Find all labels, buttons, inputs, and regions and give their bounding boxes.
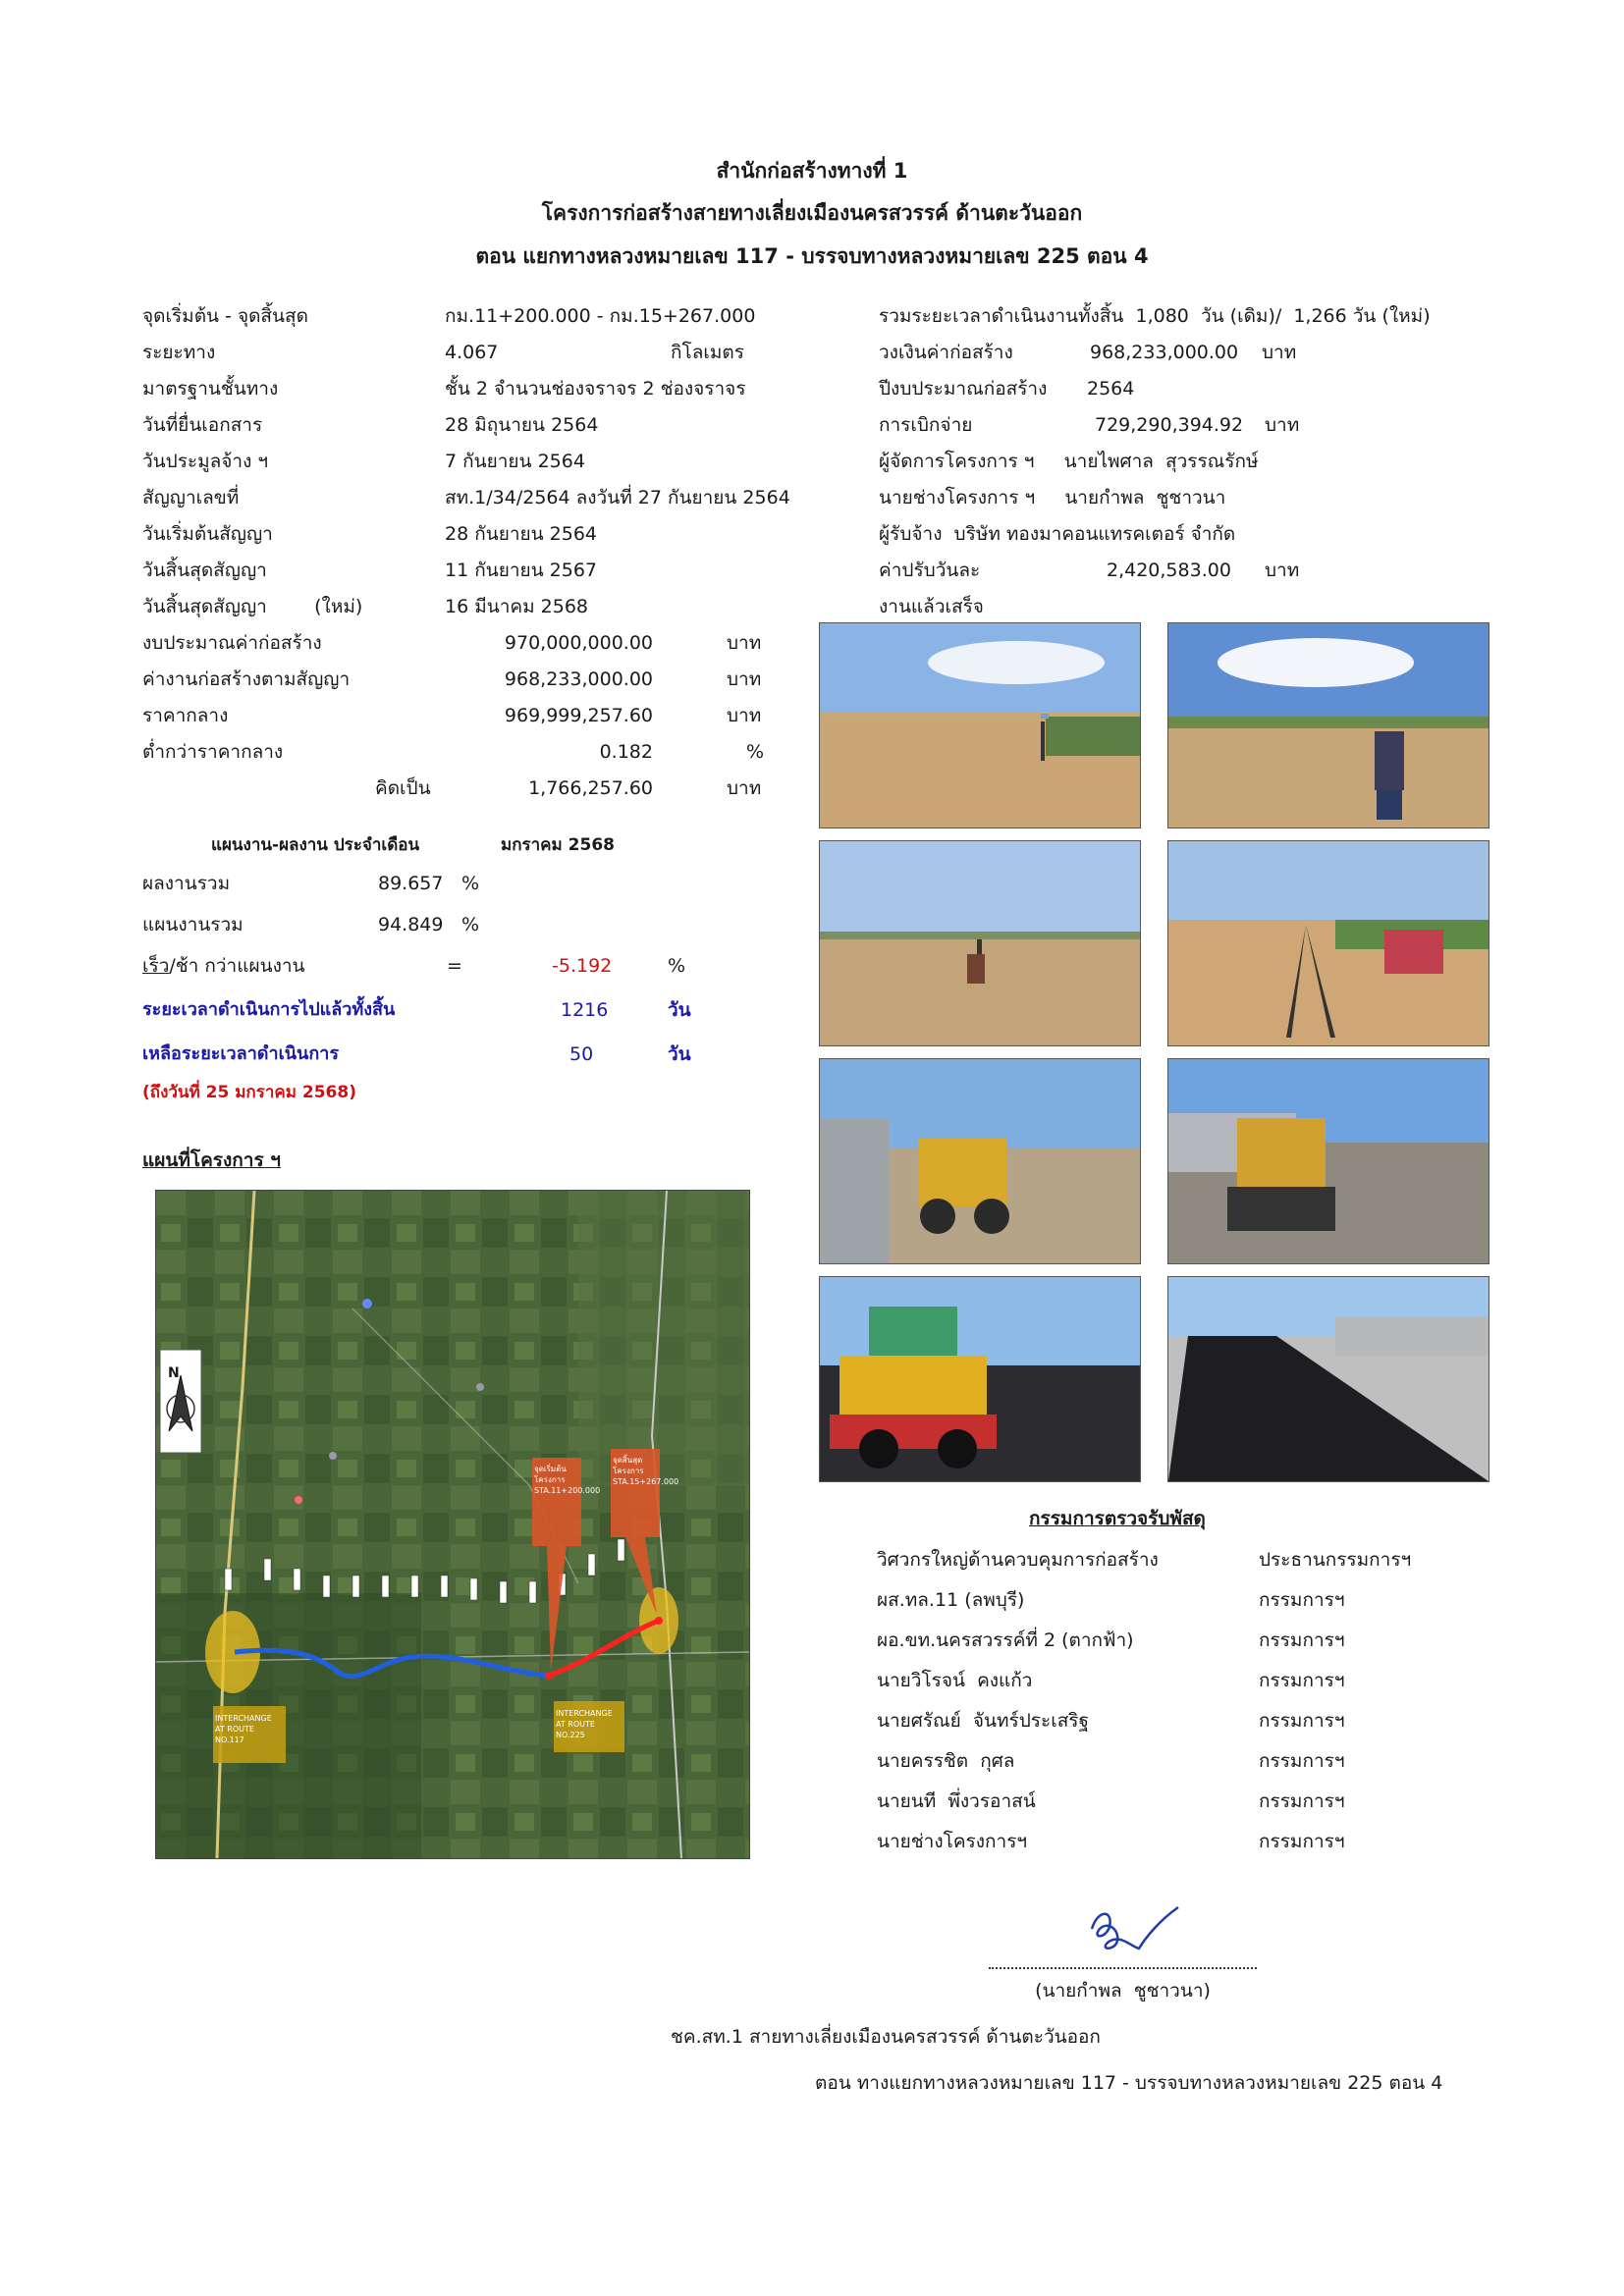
interchange-117-label: INTERCHANGE AT ROUTE NO.117 <box>215 1714 272 1744</box>
interchange-225-label: INTERCHANGE AT ROUTE NO.225 <box>556 1709 613 1739</box>
photo-image <box>820 623 1140 828</box>
budget-unit: บาท <box>727 705 762 726</box>
info-label: วันสิ้นสุดสัญญา (ใหม่) <box>142 596 363 617</box>
site-photo <box>819 622 1141 828</box>
site-photo <box>819 840 1141 1046</box>
site-photo <box>1167 1058 1489 1264</box>
committee-role: กรรมการฯ <box>1259 1790 1345 1812</box>
fine-unit: บาท <box>1265 560 1300 581</box>
committee-member: นายช่างโครงการฯ <box>877 1831 1028 1852</box>
header-line-2: โครงการก่อสร้างสายทางเลี่ยงเมืองนครสวรรค์ ด้านตะวันออก <box>541 201 1083 225</box>
elapsed-value: 1216 <box>561 999 609 1021</box>
budget-value: 970,000,000.00 <box>504 632 653 654</box>
as-of-date: (ถึงวันที่ 25 มกราคม 2568) <box>142 1083 356 1102</box>
committee-member: วิศวกรใหญ่ด้านควบคุมการก่อสร้าง <box>877 1549 1159 1571</box>
budget-unit: บาท <box>727 668 762 690</box>
contract-label: วงเงินค่าก่อสร้าง <box>879 342 1013 363</box>
elapsed-unit: วัน <box>668 999 691 1021</box>
end-callout: จุดสิ้นสุดโครงการ STA.15+267.000 <box>613 1456 679 1486</box>
site-photo <box>1167 1276 1489 1482</box>
project-map <box>155 1190 750 1859</box>
plan-value: 94.849 <box>378 914 444 935</box>
info-value: 16 มีนาคม 2568 <box>445 596 589 617</box>
info-label: วันสิ้นสุดสัญญา <box>142 560 267 581</box>
committee-title: กรรมการตรวจรับพัสดุ <box>1029 1508 1206 1529</box>
committee-member: นายวิโรจน์ คงแก้ว <box>877 1670 1033 1691</box>
info-label: วันที่ยื่นเอกสาร <box>142 414 263 436</box>
info-label: วันประมูลจ้าง ฯ <box>142 451 269 472</box>
remain-unit: วัน <box>668 1043 691 1065</box>
contract-unit: บาท <box>1262 342 1297 363</box>
info-unit: กิโลเมตร <box>671 342 744 363</box>
elapsed-label: ระยะเวลาดำเนินการไปแล้วทั้งสิ้น <box>142 999 396 1020</box>
budget-label: คิดเป็น <box>375 777 431 799</box>
info-label: สัญญาเลขที่ <box>142 487 240 508</box>
diff-eq: = <box>447 955 462 977</box>
actual-label: ผลงานรวม <box>142 873 231 894</box>
duration-text: รวมระยะเวลาดำเนินงานทั้งสิ้น 1,080 วัน (เดิม)/ 1,266 วัน (ใหม่) <box>879 305 1431 327</box>
remain-value: 50 <box>569 1043 594 1065</box>
progress-month: มกราคม 2568 <box>501 835 615 855</box>
actual-unit: % <box>461 873 480 894</box>
handwritten-signature <box>1080 1899 1188 1958</box>
info-value: 28 กันยายน 2564 <box>445 523 598 545</box>
fine-value: 2,420,583.00 <box>1107 560 1231 581</box>
contract-value: 968,233,000.00 <box>1090 342 1239 363</box>
signer-name: (นายกำพล ชูชาวนา) <box>1035 1980 1211 2002</box>
photo-image <box>1168 1059 1489 1263</box>
plan-label: แผนงานรวม <box>142 914 244 935</box>
photo-image <box>820 841 1140 1045</box>
plan-unit: % <box>461 914 480 935</box>
site-photo <box>1167 840 1489 1046</box>
committee-role: กรรมการฯ <box>1259 1589 1345 1611</box>
info-value: สท.1/34/2564 ลงวันที่ 27 กันยายน 2564 <box>445 487 790 508</box>
progress-title: แผนงาน-ผลงาน ประจำเดือน <box>211 835 420 855</box>
remain-label: เหลือระยะเวลาดำเนินการ <box>142 1043 340 1064</box>
info-value: 11 กันยายน 2567 <box>445 560 598 581</box>
site-photo <box>1167 622 1489 828</box>
photo-image <box>1168 1277 1489 1481</box>
committee-role: กรรมการฯ <box>1259 1710 1345 1732</box>
site-photo <box>819 1058 1141 1264</box>
diff-unit: % <box>668 955 686 977</box>
photo-image <box>820 1277 1140 1481</box>
fiscal-label: ปีงบประมาณก่อสร้าง <box>879 378 1048 400</box>
info-value: 4.067 <box>445 342 499 363</box>
committee-role: กรรมการฯ <box>1259 1670 1345 1691</box>
actual-value: 89.657 <box>378 873 444 894</box>
north-label: N <box>168 1365 180 1381</box>
signer-position: ชค.สท.1 สายทางเลี่ยงเมืองนครสวรรค์ ด้านตะวันออก <box>671 2026 1101 2048</box>
header-line-3: ตอน แยกทางหลวงหมายเลข 117 - บรรจบทางหลวงหมายเลข 225 ตอน 4 <box>475 244 1149 268</box>
project-manager: ผู้จัดการโครงการ ฯ นายไพศาล สุวรรณรักษ์ <box>879 451 1259 472</box>
map-title: แผนที่โครงการ ฯ <box>142 1149 281 1171</box>
project-engineer: นายช่างโครงการ ฯ นายกำพล ชูชาวนา <box>879 487 1226 508</box>
start-callout: จุดเริ่มต้นโครงการ STA.11+200.000 <box>534 1465 601 1495</box>
info-label: มาตรฐานชั้นทาง <box>142 378 279 400</box>
diff-fast: เร็ว <box>142 955 170 977</box>
budget-value: 969,999,257.60 <box>504 705 653 726</box>
budget-label: งบประมาณค่าก่อสร้าง <box>142 632 322 654</box>
info-label: วันเริ่มต้นสัญญา <box>142 523 273 545</box>
completed-label: งานแล้วเสร็จ <box>879 596 984 617</box>
committee-role: กรรมการฯ <box>1259 1629 1345 1651</box>
committee-role: ประธานกรรมการฯ <box>1259 1549 1412 1571</box>
committee-member: ผอ.ขท.นครสวรรค์ที่ 2 (ตากฟ้า) <box>877 1629 1134 1651</box>
committee-member: นายนที พึ่งวรอาสน์ <box>877 1790 1036 1812</box>
disburse-label: การเบิกจ่าย <box>879 414 973 436</box>
signature-line <box>989 1967 1257 1969</box>
budget-value: 968,233,000.00 <box>504 668 653 690</box>
header-line-1: สำนักก่อสร้างทางที่ 1 <box>716 159 908 183</box>
diff-rest: /ช้า กว่าแผนงาน <box>169 955 305 977</box>
info-value: กม.11+200.000 - กม.15+267.000 <box>445 305 756 327</box>
disburse-unit: บาท <box>1265 414 1300 436</box>
info-label: ระยะทาง <box>142 342 216 363</box>
signer-section: ตอน ทางแยกทางหลวงหมายเลข 117 - บรรจบทางหลวงหมายเลข 225 ตอน 4 <box>815 2072 1443 2094</box>
map-graphic <box>156 1191 749 1858</box>
budget-unit: บาท <box>727 632 762 654</box>
fiscal-value: 2564 <box>1087 378 1135 400</box>
committee-member: นายศรัณย์ จันทร์ประเสริฐ <box>877 1710 1089 1732</box>
budget-value: 1,766,257.60 <box>528 777 653 799</box>
committee-member: ผส.ทล.11 (ลพบุรี) <box>877 1589 1025 1611</box>
info-value: 7 กันยายน 2564 <box>445 451 585 472</box>
fine-label: ค่าปรับวันละ <box>879 560 981 581</box>
photo-image <box>1168 841 1489 1045</box>
committee-member: นายครรชิต กุศล <box>877 1750 1015 1772</box>
contractor: ผู้รับจ้าง บริษัท ทองมาคอนแทรคเตอร์ จำกัด <box>879 523 1236 545</box>
budget-label: ราคากลาง <box>142 705 229 726</box>
photo-image <box>1168 623 1489 828</box>
info-value: 28 มิถุนายน 2564 <box>445 414 599 436</box>
disburse-value: 729,290,394.92 <box>1095 414 1244 436</box>
budget-unit: % <box>746 741 765 763</box>
photo-image <box>820 1059 1140 1263</box>
diff-label <box>142 954 305 978</box>
budget-label: ค่างานก่อสร้างตามสัญญา <box>142 668 351 690</box>
budget-value: 0.182 <box>599 741 653 763</box>
info-value: ชั้น 2 จำนวนช่องจราจร 2 ช่องจราจร <box>445 378 746 400</box>
committee-role: กรรมการฯ <box>1259 1750 1345 1772</box>
committee-role: กรรมการฯ <box>1259 1831 1345 1852</box>
site-photo <box>819 1276 1141 1482</box>
budget-unit: บาท <box>727 777 762 799</box>
diff-value: -5.192 <box>552 955 613 977</box>
budget-label: ต่ำกว่าราคากลาง <box>142 741 284 763</box>
info-label: จุดเริ่มต้น - จุดสิ้นสุด <box>142 305 308 327</box>
